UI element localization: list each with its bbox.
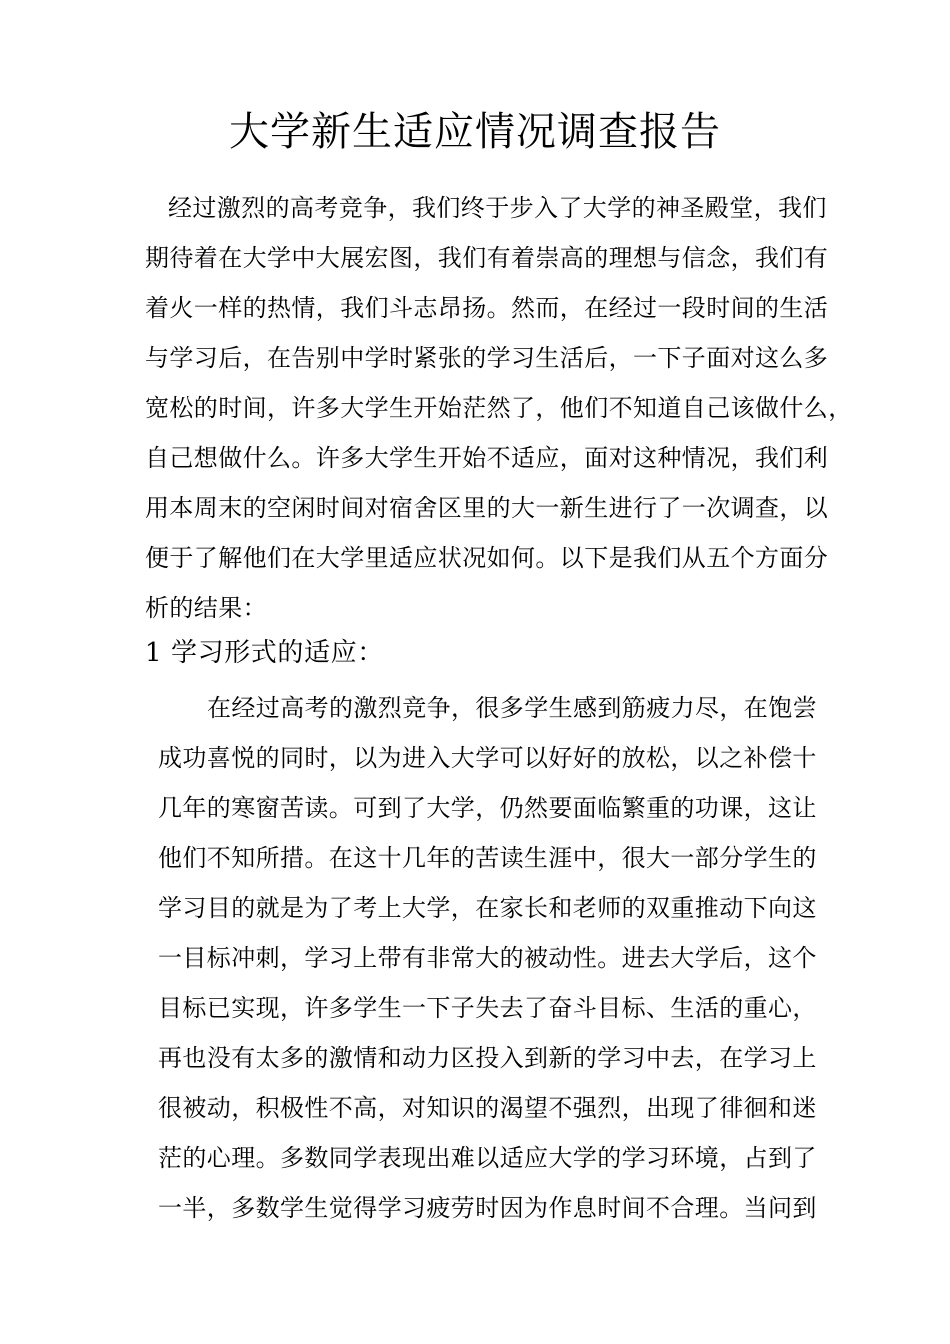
intro-line-4: 与学习后，在告别中学时紧张的学习生活后，一下子面对这么多 [145,344,829,372]
section-line-5: 学习目的就是为了考上大学，在家长和老师的双重推动下向这 [158,894,817,922]
section-line-8: 再也没有太多的激情和动力区投入到新的学习中去，在学习上 [158,1044,817,1072]
page-title: 大学新生适应情况调查报告 [229,109,721,155]
section-line-11: 一半，多数学生觉得学习疲劳时因为作息时间不合理。当问到 [158,1194,817,1222]
section-line-4: 他们不知所措。在这十几年的苦读生涯中，很大一部分学生的 [158,844,817,872]
intro-line-2: 期待着在大学中大展宏图，我们有着崇高的理想与信念，我们有 [145,244,829,272]
intro-line-6: 自己想做什么。许多大学生开始不适应，面对这种情况，我们利 [145,444,829,472]
section-line-3: 几年的寒窗苦读。可到了大学，仍然要面临繁重的功课，这让 [158,794,817,822]
section-line-10: 茫的心理。多数同学表现出难以适应大学的学习环境，占到了 [158,1144,817,1172]
section-line-2: 成功喜悦的同时，以为进入大学可以好好的放松，以之补偿十 [158,744,817,772]
intro-line-1: 经过激烈的高考竞争，我们终于步入了大学的神圣殿堂，我们 [168,194,827,222]
intro-line-7: 用本周末的空闲时间对宿舍区里的大一新生进行了一次调查，以 [145,494,829,522]
section-heading: 1 学习形式的适应： [145,638,384,668]
section-line-1: 在经过高考的激烈竞争，很多学生感到筋疲力尽，在饱尝 [207,694,817,722]
intro-line-9: 析的结果： [145,594,267,622]
section-line-9: 很被动，积极性不高，对知识的渴望不强烈，出现了徘徊和迷 [158,1094,817,1122]
intro-line-3: 着火一样的热情，我们斗志昂扬。然而，在经过一段时间的生活 [145,294,829,322]
intro-line-8: 便于了解他们在大学里适应状况如何。以下是我们从五个方面分 [145,544,829,572]
intro-line-5: 宽松的时间，许多大学生开始茫然了，他们不知道自己该做什么， [145,394,853,422]
section-line-7: 目标已实现，许多学生一下子失去了奋斗目标、生活的重心， [158,994,817,1022]
section-line-6: 一目标冲刺，学习上带有非常大的被动性。进去大学后，这个 [158,944,817,972]
